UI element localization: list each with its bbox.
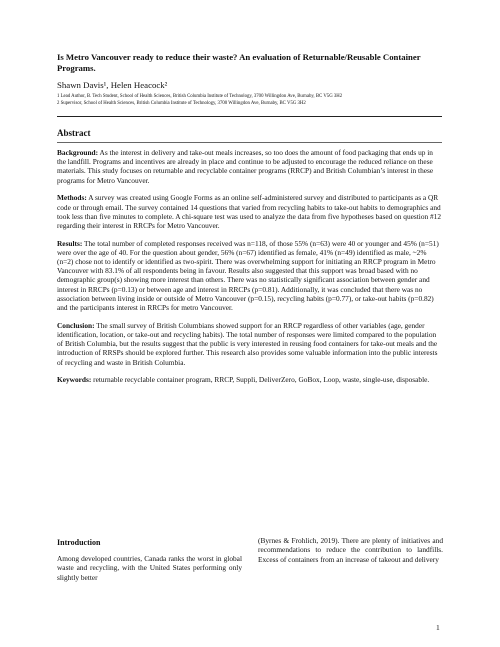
introduction-right-text: (Byrnes & Frohlich, 2019). There are plenty of initiatives and recommendations to reduce the contribution to landfills. Excess of containers from an increase of takeout and delivery	[258, 536, 443, 564]
introduction-heading: Introduction	[57, 538, 101, 547]
abstract-methods	[57, 193, 442, 230]
abstract-conclusion	[57, 321, 442, 367]
header-divider	[57, 116, 442, 117]
introduction-left-column	[57, 537, 242, 582]
conclusion-label: Conclusion:	[57, 320, 95, 330]
methods-text: A survey was created using Google Forms as an online self-administered survey and distributed to participants as a QR code or through email. The survey contained 14 questions that varied from recycling habits to take-out habits to demographics and took less than five minutes to complete. A chi-square test was used to analyze the data from five hypotheses based on question #12 regarding their interest in RRCPs for Metro Vancouver.	[57, 193, 442, 230]
introduction-left-text: Among developed countries, Canada ranks the worst in global waste and recycling, with the United States performing only slightly better	[57, 554, 242, 582]
conclusion-text: The small survey of British Columbians showed support for an RRCP regardless of other variables (age, gender identification, location, or take-out and recycling habits). The total number of responses were limited compared to the population of British Columbia, but the results suggest that the public is very interested in reusing food containers for take-out meals and the introduction of RRSPs should be explored further. This research also provides some valuable information into the public interests of recycling and waste in British Columbia.	[57, 320, 438, 367]
introduction-section	[57, 537, 442, 597]
affiliation-1: 1 Lead Author, B. Tech Student, School of Health Sciences, British Columbia Institute of Technology, 3700 Willingdon Ave, Burnaby, BC V5G 3H2	[57, 94, 343, 99]
background-text: As the interest in delivery and take-out meals increases, so too does the amount of food packaging that ends up in the landfill. Programs and incentives are already in place and continue to be adjusted to encourage the reduced reliance on these materials. This study focuses on returnable and recyclable container programs (RRCP) and British Columbian’s interest in these programs for Metro Vancouver.	[57, 148, 434, 185]
introduction-right-column	[258, 536, 443, 564]
methods-label: Methods:	[57, 193, 87, 203]
abstract-results	[57, 239, 442, 313]
affiliation-2: 2 Supervisor, School of Health Sciences, British Columbia Institute of Technology, 3700 Willingdon Ave, Burnaby, BC V5G 3H2	[57, 101, 306, 106]
paper-title: Is Metro Vancouver ready to reduce their waste? An evaluation of Returnable/Reusable Container Programs.	[57, 52, 421, 73]
keywords-label: Keywords:	[57, 375, 92, 385]
author-list: Shawn Davis¹, Helen Heacock²	[57, 80, 168, 90]
abstract-background	[57, 148, 442, 185]
results-text: The total number of completed responses received was n=118, of those 55% (n=63) were 40 or younger and 45% (n=51) were over the age of 40. For the question about gender, 56% (n=67) identified as female, 41% (n=49) identified as male, ~2% (n=2) chose not to identify or identified as two-spirit. There was overwhelming support for initiating an RRCP program in Metro Vancouver with 83.1% of all respondents being in favour. Results also suggested that this support was broad based with no demographic group(s) showing more interest than others. There was no statistically significant association between gender and interest in RRCPs (p=0.13) or between age and interest in RRCPs (p=0.81). Additionally, it was concluded that there was no association between living inside or outside of Metro Vancouver (p=0.15), recycling habits (p=0.77), or take-out habits (p=0.82) and the participants interest in RRCPs for metro Vancouver.	[57, 238, 439, 313]
abstract-keywords	[57, 375, 442, 384]
results-label: Results:	[57, 238, 83, 248]
keywords-text: returnable recyclable container program, RRCP, Suppli, DeliverZero, GoBox, Loop, waste, single-use, disposable.	[91, 375, 430, 385]
page-number: 1	[436, 623, 440, 632]
background-label: Background:	[57, 148, 99, 157]
abstract-rule	[57, 142, 442, 143]
abstract-heading: Abstract	[57, 128, 91, 138]
paper-header	[57, 52, 442, 393]
abstract-section	[57, 127, 442, 384]
